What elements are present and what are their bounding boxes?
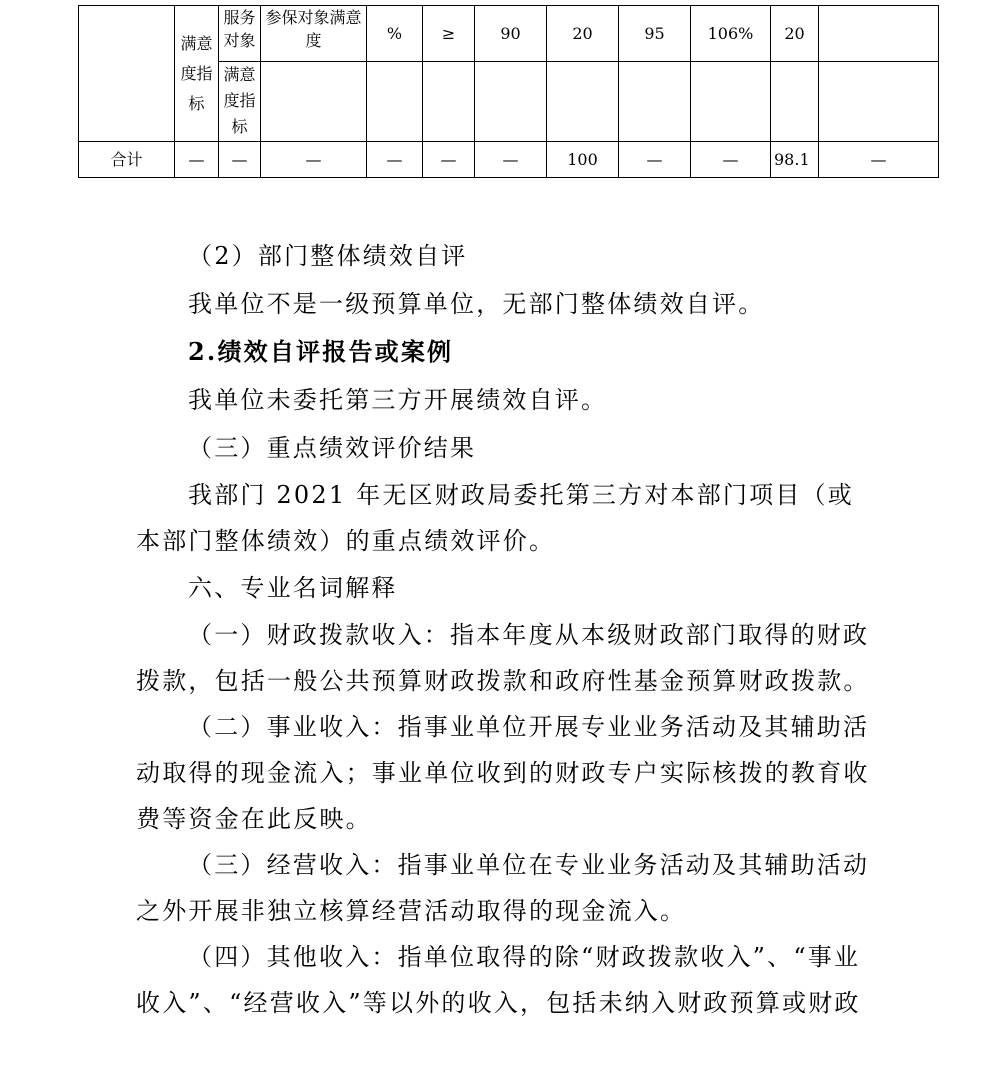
empty-cell (619, 62, 691, 142)
unit-cell: % (367, 6, 423, 62)
paragraph: （二）事业收入：指事业单位开展专业业务活动及其辅助活动取得的现金流入；事业单位收到的财政专户实际核拨的教育收费等资金在此反映。 (136, 713, 870, 833)
performance-table (78, 5, 939, 178)
indicator-level2-cell: 满意度指标 (175, 6, 219, 142)
completion-rate-cell: 106% (691, 6, 771, 62)
empty-cell (547, 62, 619, 142)
total-dash-cell: — (619, 142, 691, 178)
empty-cell (819, 62, 939, 142)
paragraph: （四）其他收入：指单位取得的除“财政拨款收入”、“事业收入”、“经营收入”等以外的收入，包括未纳入财政预算或财政 (136, 943, 861, 1017)
section-heading: （三）重点绩效评价结果 (188, 434, 477, 462)
total-label-cell: 合计 (79, 142, 175, 178)
target-value-cell: 90 (475, 6, 547, 62)
total-dash-cell: — (475, 142, 547, 178)
total-weight-cell: 100 (547, 142, 619, 178)
section-heading: （2）部门整体绩效自评 (188, 242, 468, 270)
total-score-cell: 98.1 (771, 142, 819, 178)
paragraph: （三）经营收入：指事业单位在专业业务活动及其辅助活动之外开展非独立核算经营活动取得的现金流入。 (136, 851, 870, 925)
empty-cell (475, 62, 547, 142)
actual-value-cell: 95 (619, 6, 691, 62)
paragraph: 我部门 2021 年无区财政局委托第三方对本部门项目（或本部门整体绩效）的重点绩效评价。 (136, 481, 854, 555)
empty-cell (771, 62, 819, 142)
total-dash-cell: — (219, 142, 261, 178)
note-cell (819, 6, 939, 62)
empty-cell (367, 62, 423, 142)
paragraph: 我单位不是一级预算单位，无部门整体绩效自评。 (188, 290, 765, 318)
total-dash-cell: — (423, 142, 475, 178)
score-cell: 20 (771, 6, 819, 62)
document-body (136, 232, 876, 1026)
empty-cell (261, 62, 367, 142)
indicator-level3-cell: 服务对象 (219, 6, 261, 62)
row-header-cell (79, 6, 175, 142)
empty-cell (691, 62, 771, 142)
indicator-level3-cell-cont: 满意度指标 (219, 62, 261, 142)
operator-cell: ≥ (423, 6, 475, 62)
total-dash-cell: — (691, 142, 771, 178)
indicator-name-cell: 参保对象满意度 (261, 6, 367, 62)
total-dash-cell: — (819, 142, 939, 178)
section-heading: 六、专业名词解释 (188, 574, 398, 602)
section-heading: 2.绩效自评报告或案例 (188, 337, 454, 366)
empty-cell (423, 62, 475, 142)
paragraph: （一）财政拨款收入：指本年度从本级财政部门取得的财政拨款，包括一般公共预算财政拨款和政府性基金预算财政拨款。 (136, 621, 870, 695)
total-dash-cell: — (175, 142, 219, 178)
weight-cell: 20 (547, 6, 619, 62)
paragraph: 我单位未委托第三方开展绩效自评。 (188, 386, 608, 414)
total-dash-cell: — (261, 142, 367, 178)
total-dash-cell: — (367, 142, 423, 178)
